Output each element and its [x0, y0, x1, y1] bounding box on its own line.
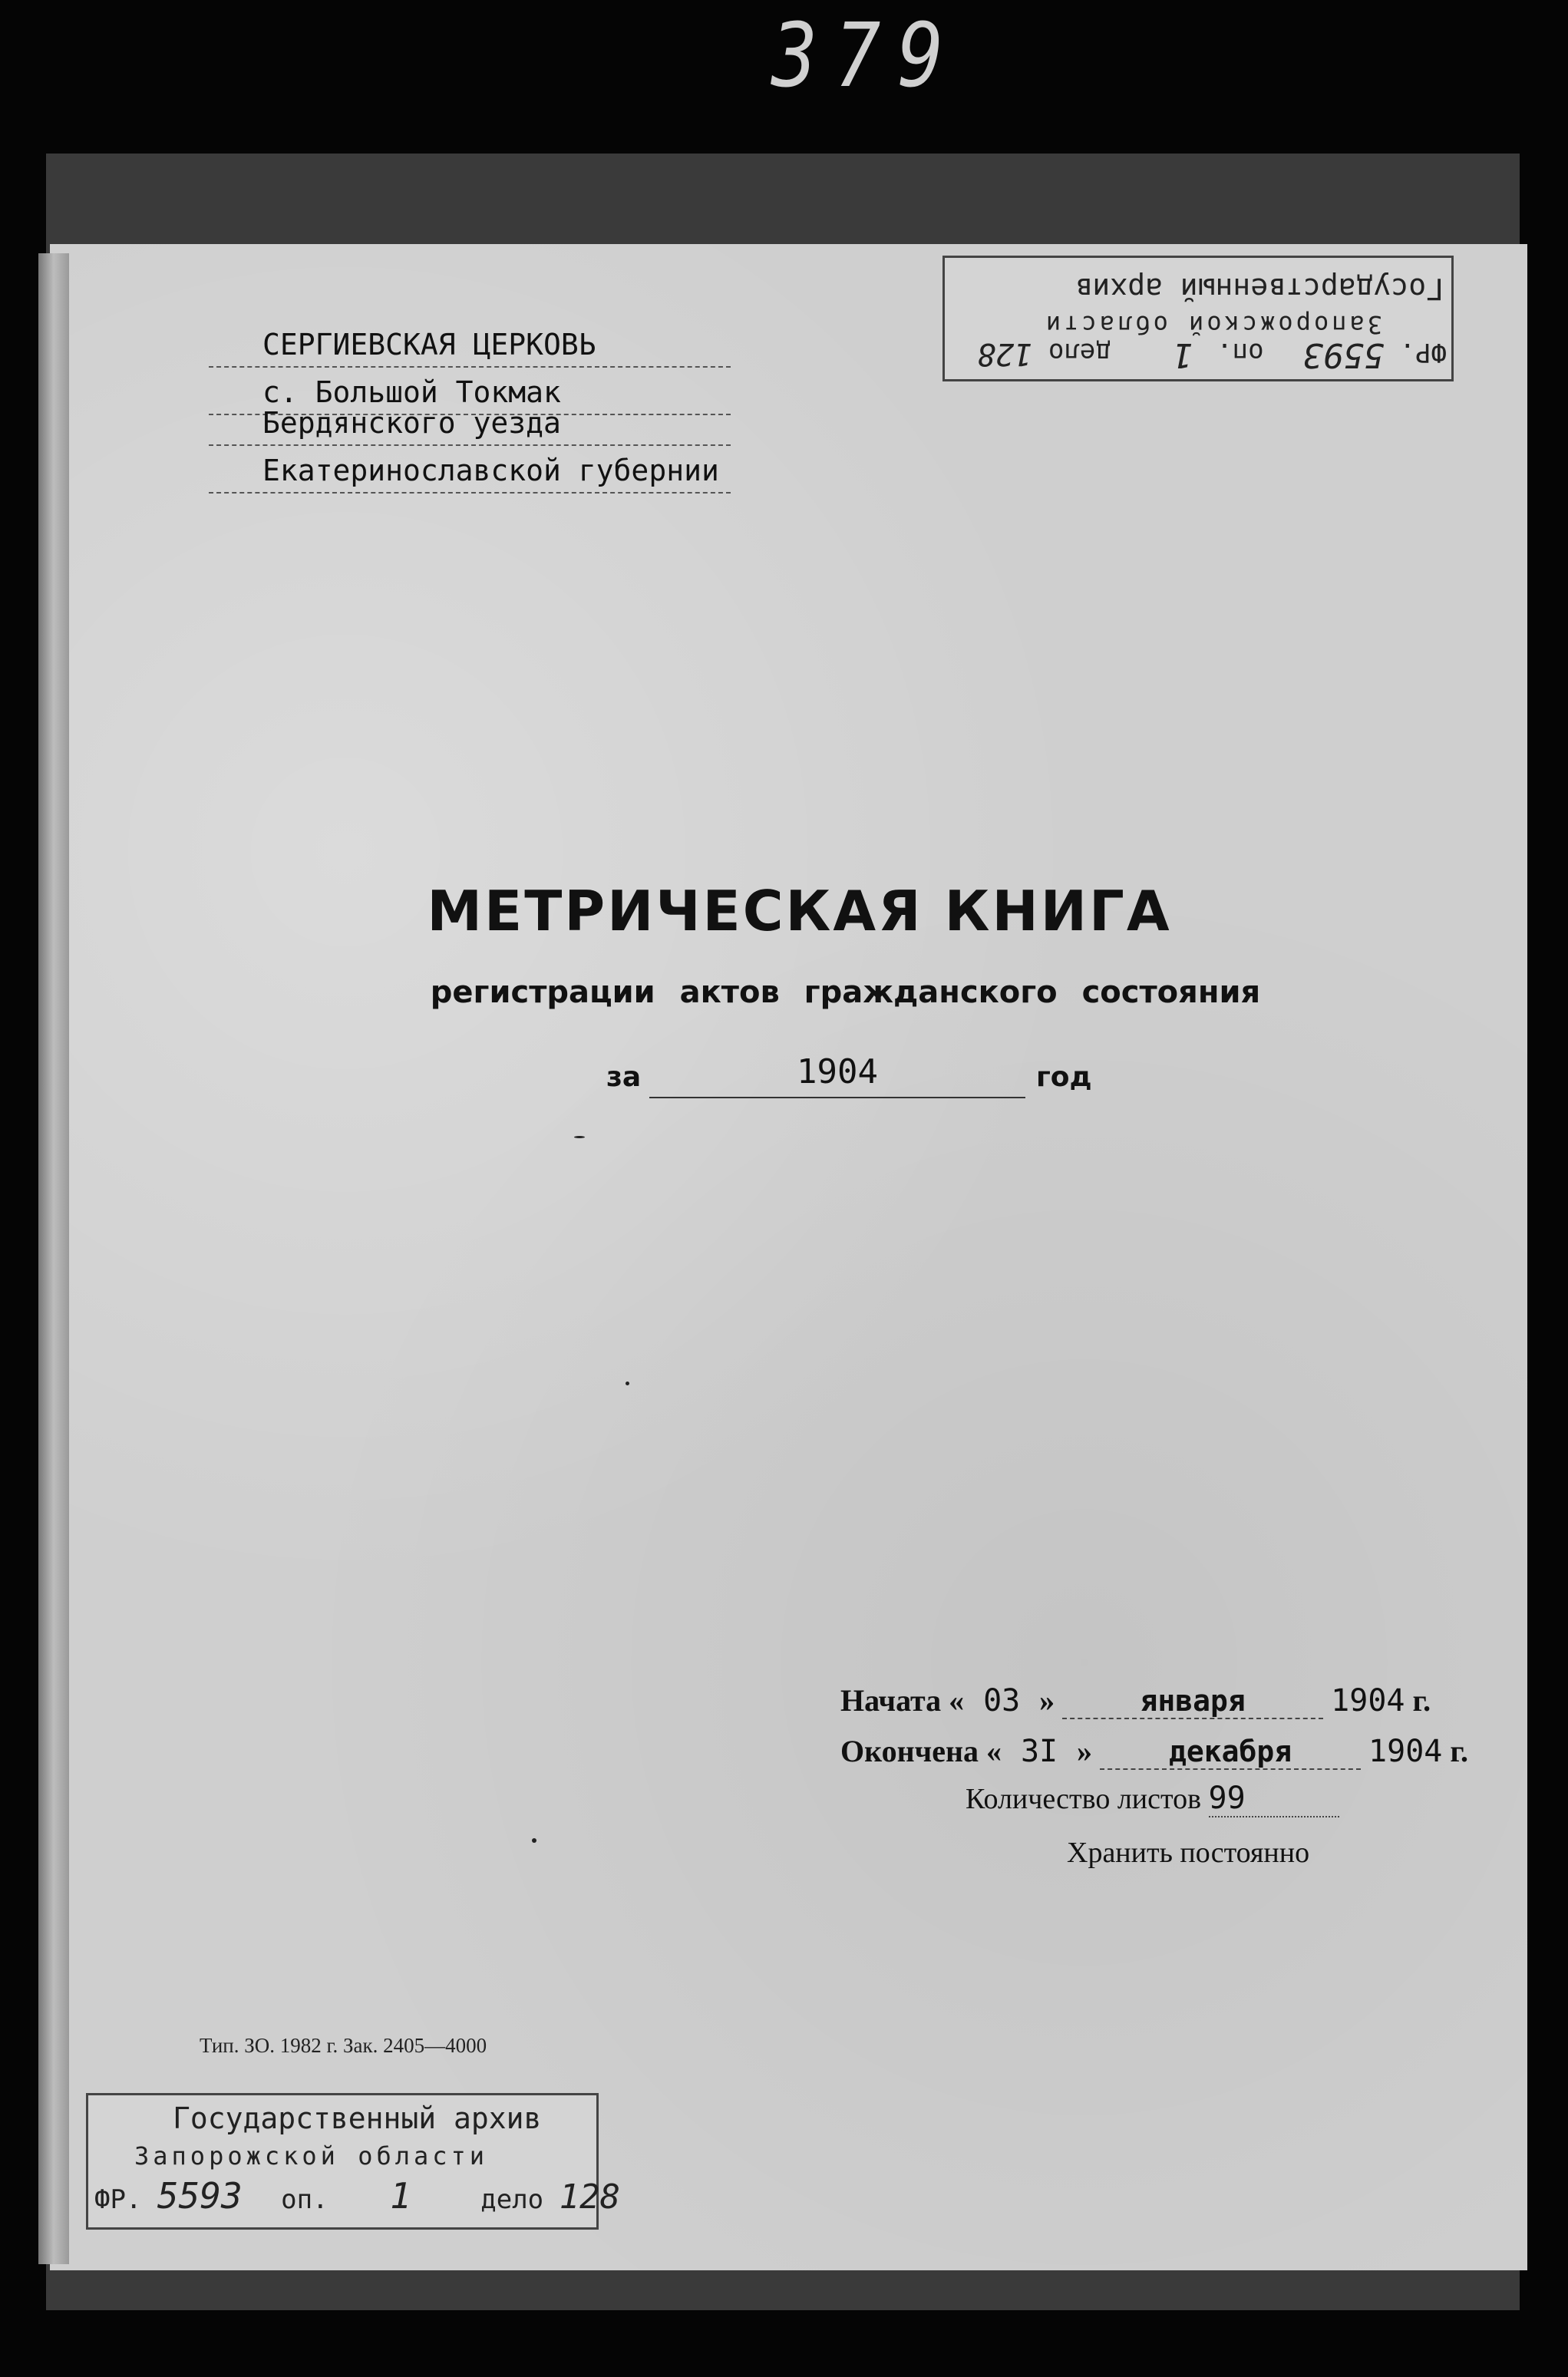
- stamp-top-line2: Запорожской области: [1042, 310, 1382, 339]
- paper-speck: [532, 1838, 536, 1843]
- cover-sheet: [50, 244, 1527, 2270]
- start-year-suffix: г.: [1412, 1683, 1431, 1718]
- year-value: 1904: [649, 1052, 1025, 1098]
- sheets-count-row: [966, 1781, 1339, 1817]
- stamp-bottom-ref-line: [94, 2175, 620, 2217]
- end-open-quote: «: [986, 1734, 1002, 1768]
- stamp-bottom-fond-label: ФР.: [94, 2184, 142, 2215]
- stamp-top-line1: Государственный архив: [1074, 272, 1444, 305]
- page-title: МЕТРИЧЕСКАЯ КНИГА: [427, 879, 1172, 943]
- church-village: с. Большой Токмак: [209, 374, 731, 415]
- church-district: Бердянского уезда: [209, 404, 731, 446]
- keep-note: Хранить постоянно: [1067, 1837, 1310, 1869]
- stamp-bottom-opis: 1: [390, 2175, 411, 2217]
- stamp-bottom-delo: 128: [559, 2177, 621, 2217]
- stamp-top-opis: 1: [1173, 335, 1193, 375]
- paper-speck: [574, 1136, 585, 1138]
- stamp-top-opis-label: оп.: [1216, 337, 1264, 368]
- stamp-top-delo: 128: [977, 336, 1033, 371]
- start-month: января: [1062, 1684, 1323, 1719]
- end-year-suffix: г.: [1450, 1734, 1469, 1768]
- page-subtitle: регистрации актов гражданского состояния: [430, 975, 1261, 1010]
- stamp-bottom-fond: 5593: [157, 2175, 243, 2217]
- stamp-top-fond: 5593: [1302, 335, 1385, 375]
- end-date-row: [840, 1733, 1468, 1779]
- binding-edge: [38, 253, 69, 2264]
- archive-stamp-top: [942, 256, 1454, 381]
- church-name: СЕРГИЕВСКАЯ ЦЕРКОВЬ: [209, 326, 731, 368]
- church-header: [209, 326, 731, 500]
- end-day: 3I: [1020, 1734, 1058, 1769]
- start-label: Начата: [840, 1683, 942, 1718]
- end-close-quote: »: [1077, 1734, 1093, 1768]
- end-year: 1904: [1368, 1734, 1443, 1769]
- church-province: Екатеринославской губернии: [209, 452, 731, 494]
- stamp-bottom-line1: Государственный архив: [173, 2101, 542, 2135]
- start-close-quote: »: [1039, 1683, 1055, 1718]
- start-open-quote: «: [949, 1683, 965, 1718]
- end-month: декабря: [1100, 1735, 1361, 1770]
- stamp-top-delo-label: дело: [1048, 337, 1111, 368]
- year-prefix: за: [606, 1061, 642, 1093]
- print-info: Тип. ЗО. 1982 г. Зак. 2405—4000: [200, 2034, 487, 2057]
- year-suffix: год: [1036, 1061, 1092, 1093]
- frame-number: 379: [771, 4, 961, 107]
- stamp-bottom-delo-label: дело: [480, 2184, 544, 2215]
- end-label: Окончена: [840, 1734, 979, 1768]
- start-year: 1904: [1331, 1683, 1405, 1718]
- stamp-bottom-opis-label: оп.: [281, 2184, 328, 2215]
- stamp-top-ref-line: [977, 335, 1447, 375]
- start-date-row: [840, 1682, 1431, 1728]
- start-day: 03: [983, 1683, 1021, 1718]
- stamp-top-fond-label: ФР.: [1399, 337, 1447, 368]
- sheets-label: Количество листов: [966, 1783, 1202, 1815]
- stamp-bottom-line2: Запорожской области: [134, 2141, 489, 2171]
- sheets-value: 99: [1209, 1781, 1339, 1817]
- archive-stamp-bottom: [86, 2093, 621, 2230]
- paper-speck: [626, 1382, 629, 1385]
